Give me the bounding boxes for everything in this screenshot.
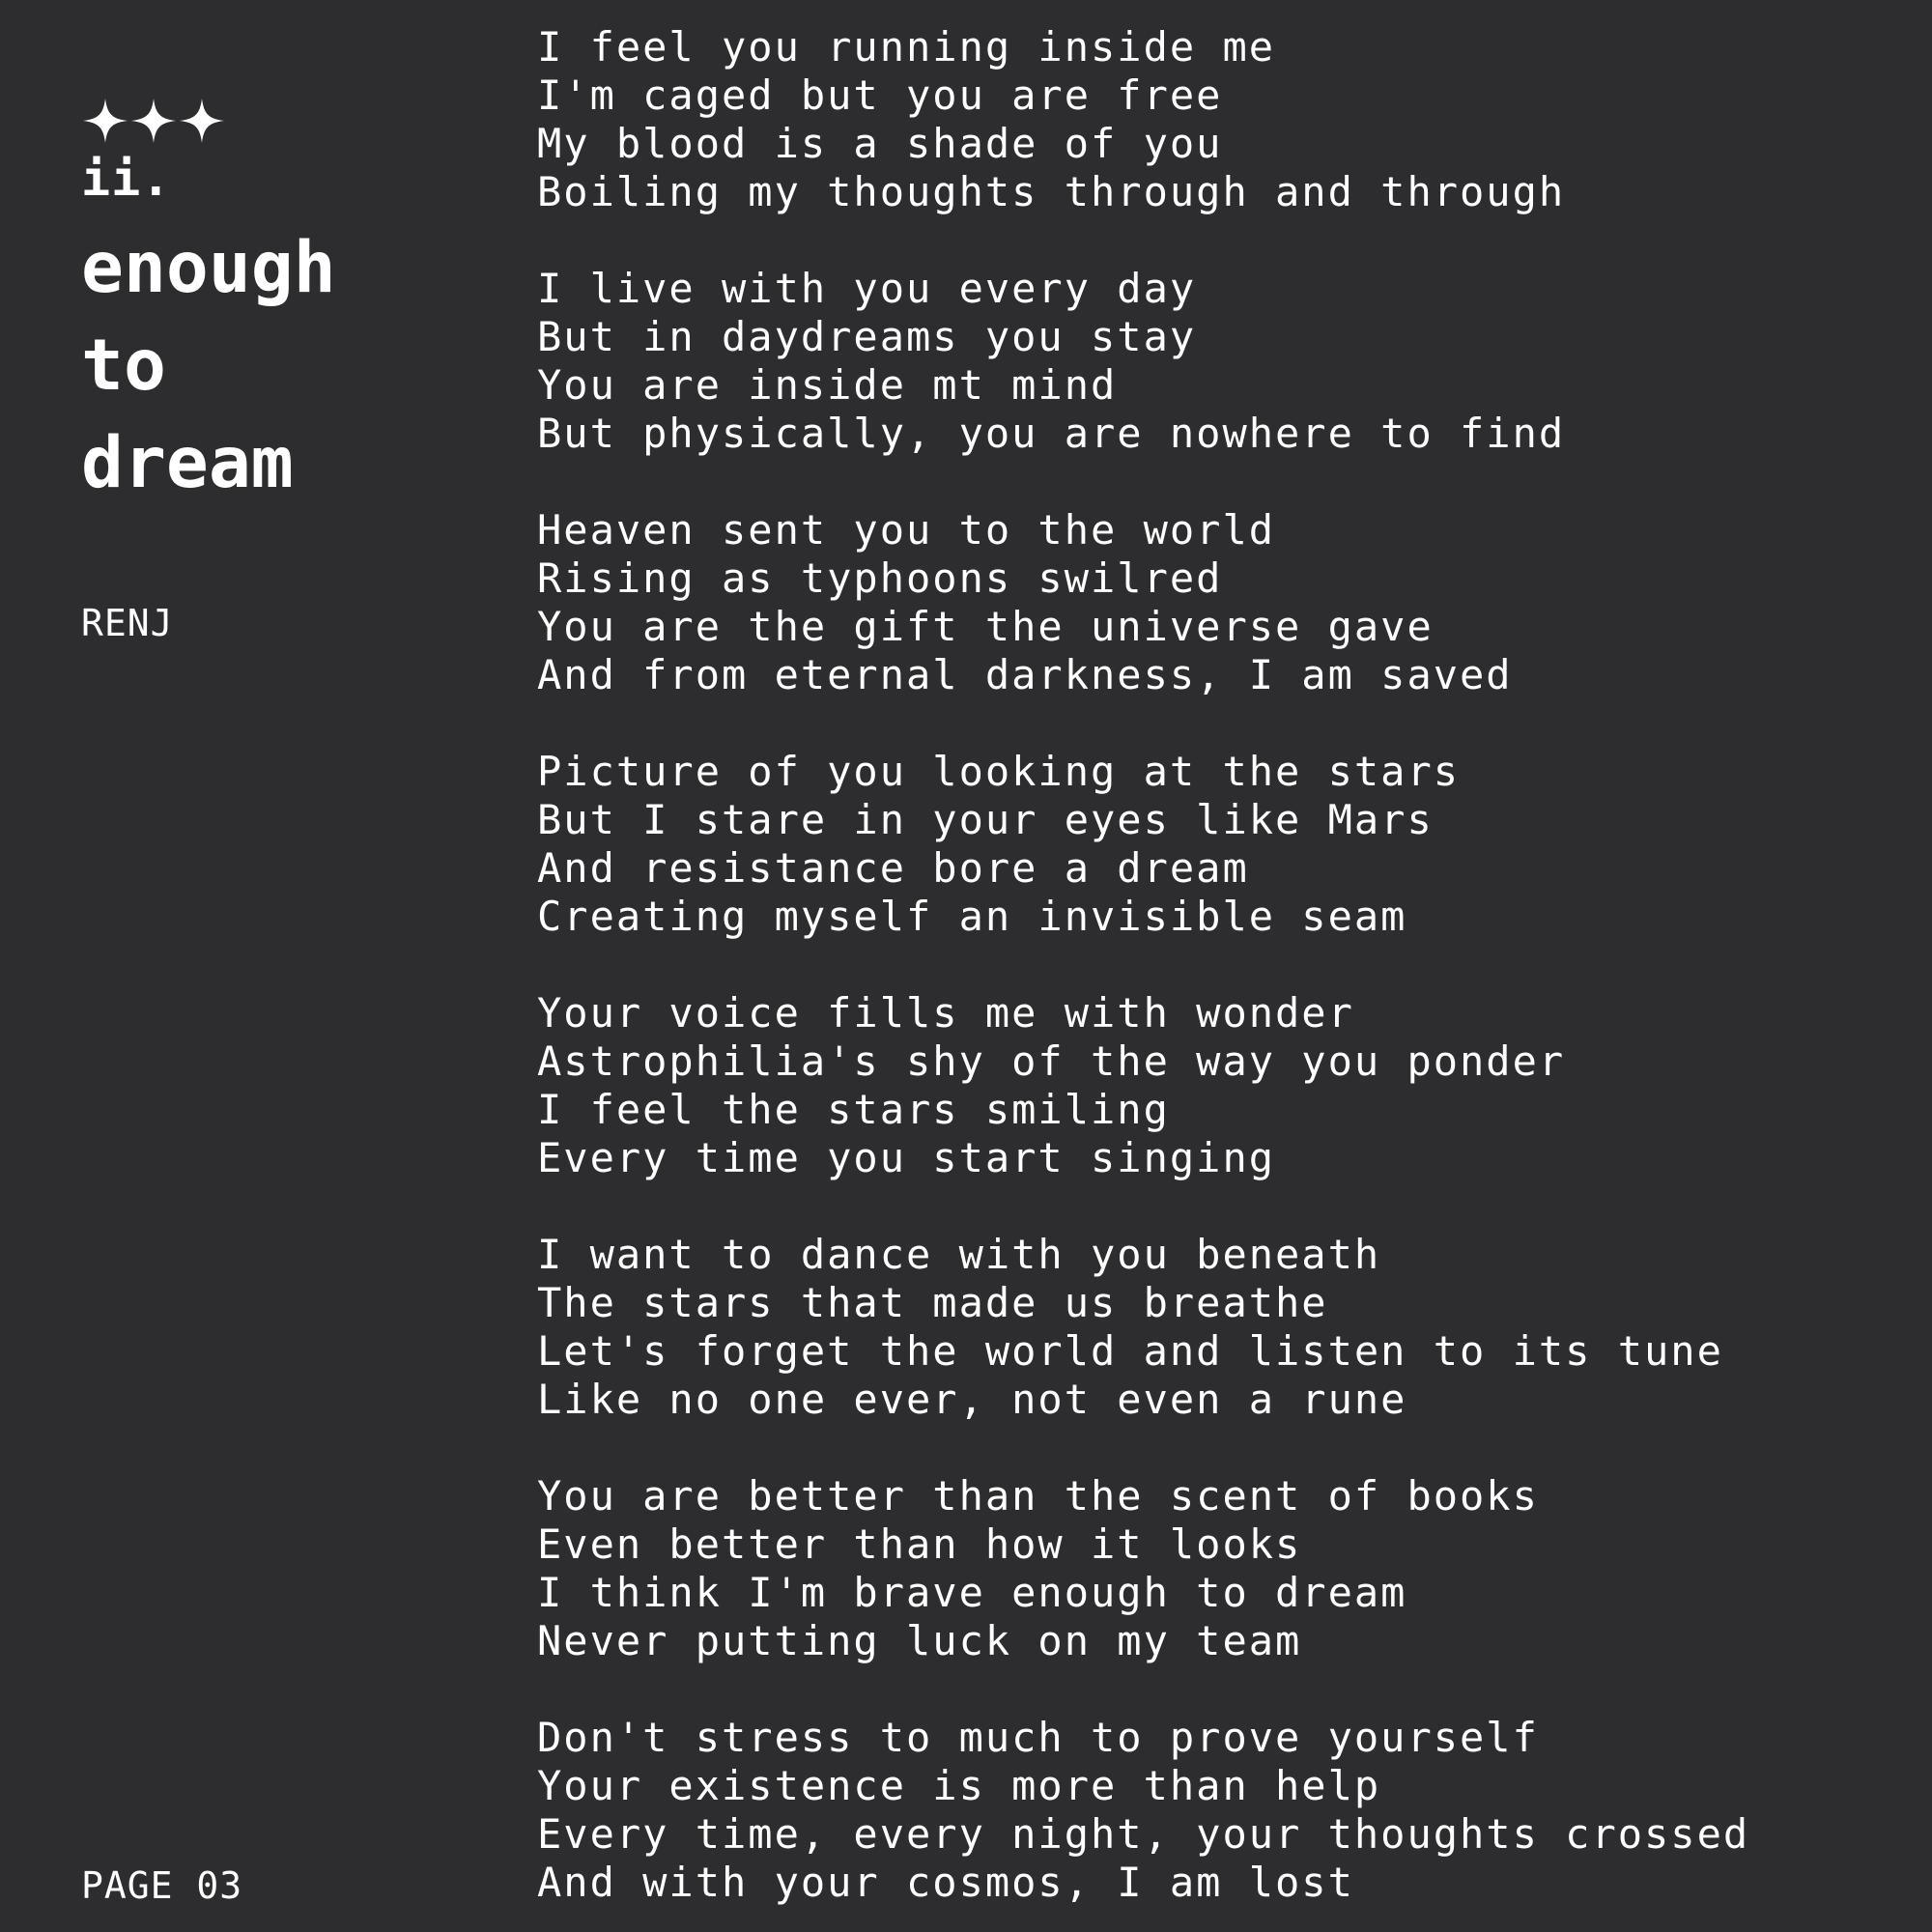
stanza bbox=[537, 506, 1909, 699]
poem-line: You are the gift the universe gave bbox=[537, 603, 1434, 650]
poem-line: Like no one ever, not even a rune bbox=[537, 1376, 1407, 1423]
stanza bbox=[537, 748, 1909, 941]
poem-line: Every time you start singing bbox=[537, 1134, 1276, 1181]
title-line: to bbox=[81, 325, 166, 407]
poem-line: Creating myself an invisible seam bbox=[537, 893, 1407, 940]
poem-line: I feel the stars smiling bbox=[537, 1086, 1170, 1133]
poem-line: You are better than the scent of books bbox=[537, 1472, 1539, 1520]
poem-line: But physically, you are nowhere to find bbox=[537, 410, 1566, 457]
poem-line: I feel you running inside me bbox=[537, 23, 1276, 71]
poem-line: Every time, every night, your thoughts crossed bbox=[537, 1810, 1750, 1858]
poem-line: Picture of you looking at the stars bbox=[537, 748, 1461, 795]
poem-line: Your existence is more than help bbox=[537, 1762, 1381, 1809]
stanza bbox=[537, 1231, 1909, 1424]
poem-line: And from eternal darkness, I am saved bbox=[537, 651, 1513, 698]
poem-line: And resistance bore a dream bbox=[537, 844, 1249, 892]
title-line: dream bbox=[81, 422, 294, 504]
sidebar bbox=[81, 92, 487, 644]
poem-line: I live with you every day bbox=[537, 265, 1197, 312]
poem-line: Boiling my thoughts through and through bbox=[537, 168, 1566, 215]
poem-line: And with your cosmos, I am lost bbox=[537, 1859, 1354, 1906]
poem-line: I want to dance with you beneath bbox=[537, 1231, 1381, 1278]
poem-line: Astrophilia's shy of the way you ponder bbox=[537, 1037, 1566, 1085]
stanza bbox=[537, 265, 1909, 458]
sparkle-icon bbox=[178, 97, 226, 145]
page-number: PAGE 03 bbox=[81, 1864, 243, 1907]
author-name: RENJ bbox=[81, 602, 174, 644]
poem-line: Let's forget the world and listen to its tune bbox=[537, 1327, 1723, 1375]
poem-line: But in daydreams you stay bbox=[537, 313, 1197, 360]
stanza bbox=[537, 1714, 1909, 1907]
poem-line: But I stare in your eyes like Mars bbox=[537, 796, 1434, 843]
poem-line: My blood is a shade of you bbox=[537, 120, 1223, 167]
poem-line: Your voice fills me with wonder bbox=[537, 989, 1354, 1037]
poem-line: Never putting luck on my team bbox=[537, 1617, 1302, 1664]
poem-line: I think I'm brave enough to dream bbox=[537, 1569, 1407, 1616]
poem-line: You are inside mt mind bbox=[537, 361, 1118, 409]
three-sparkles-icon bbox=[81, 92, 487, 150]
poem-line: Don't stress to much to prove yourself bbox=[537, 1714, 1539, 1761]
title-line: enough bbox=[81, 227, 336, 309]
sparkle-icon bbox=[129, 97, 178, 145]
poem-line: I'm caged but you are free bbox=[537, 71, 1223, 119]
stanza bbox=[537, 23, 1909, 216]
stanza bbox=[537, 1472, 1909, 1665]
poem-body bbox=[537, 23, 1909, 1932]
sparkle-icon bbox=[81, 97, 129, 145]
poem-title bbox=[81, 219, 487, 512]
poem-line: Heaven sent you to the world bbox=[537, 506, 1276, 554]
poem-line: Even better than how it looks bbox=[537, 1520, 1302, 1568]
stanza bbox=[537, 989, 1909, 1182]
poem-line: Rising as typhoons swilred bbox=[537, 554, 1223, 602]
poem-line: The stars that made us breathe bbox=[537, 1279, 1328, 1326]
part-number: ii. bbox=[81, 151, 172, 207]
